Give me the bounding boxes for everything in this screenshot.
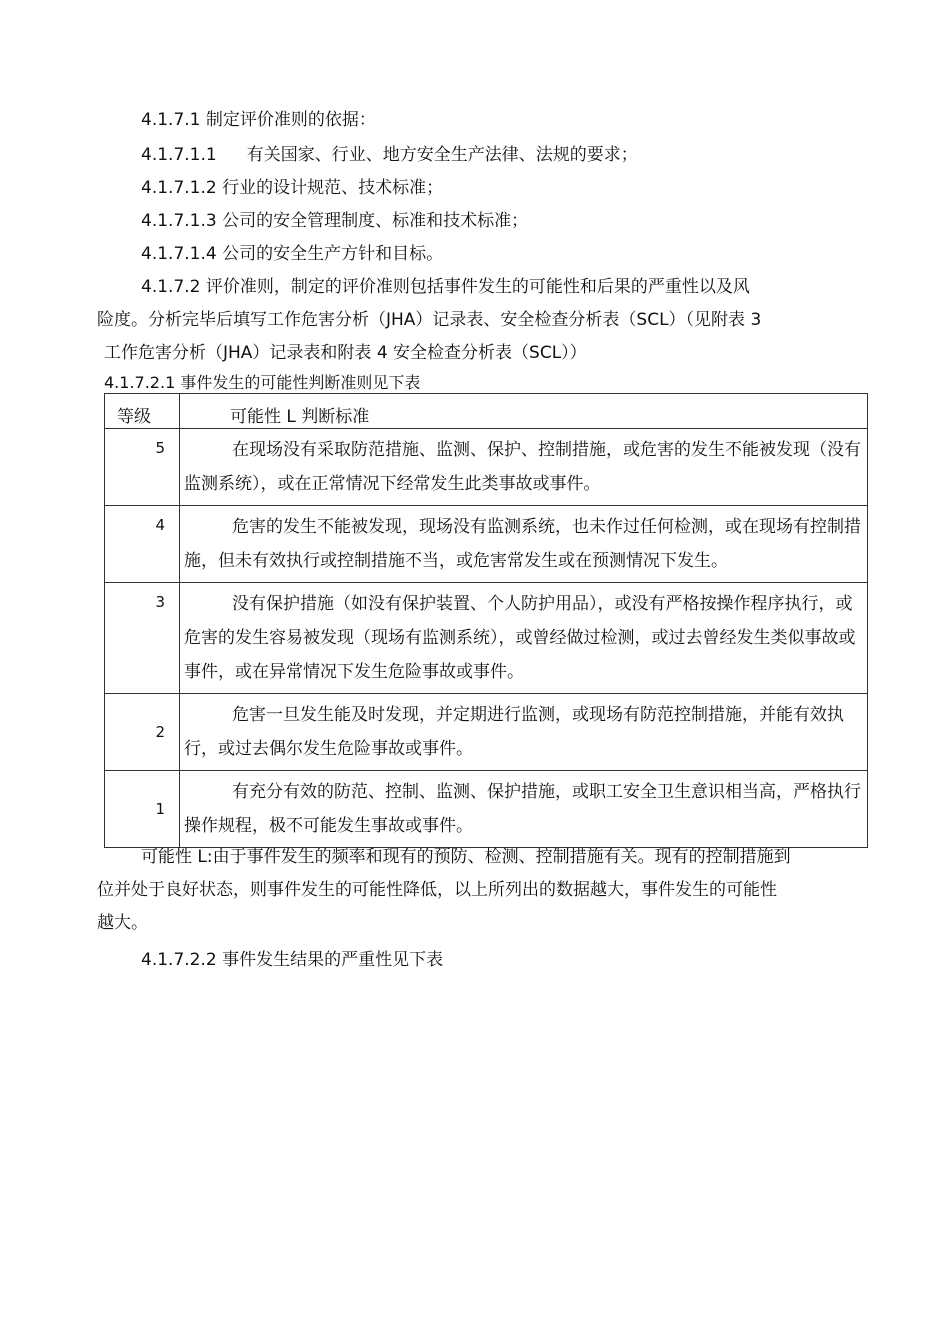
clause-4-1-7-1: 4.1.7.1 制定评价准则的依据：	[141, 110, 376, 130]
criteria-cell: 没有保护措施（如没有保护装置、个人防护用品），或没有严格按操作程序执行，或危害的发生容易被发现（现场有监测系统），或曾经做过检测，或过去曾经发生类似事故或事件，或在异常情况下发生危险事故或事件。	[180, 583, 868, 694]
table-row	[105, 506, 868, 583]
clause-4-1-7-2-line1: 4.1.7.2 评价准则，制定的评价准则包括事件发生的可能性和后果的严重性以及风	[141, 277, 750, 297]
grade-cell: 4	[105, 506, 180, 583]
table-row	[105, 694, 868, 771]
grade-cell: 3	[105, 583, 180, 694]
note-line2: 位并处于良好状态，则事件发生的可能性降低，以上所列出的数据越大，事件发生的可能性	[97, 880, 777, 900]
clause-4-1-7-1-4: 4.1.7.1.4 公司的安全生产方针和目标。	[141, 244, 444, 264]
clause-4-1-7-1-1	[141, 143, 638, 167]
note-line3: 越大。	[97, 913, 148, 933]
grade-cell: 1	[105, 771, 180, 848]
table-row	[105, 771, 868, 848]
table-header-row	[105, 394, 868, 429]
criteria-cell: 在现场没有采取防范措施、监测、保护、控制措施，或危害的发生不能被发现（没有监测系统），或在正常情况下经常发生此类事故或事件。	[180, 429, 868, 506]
header-criteria: 可能性 L 判断标准	[180, 394, 868, 429]
table-row	[105, 429, 868, 506]
header-grade: 等级	[105, 394, 180, 429]
grade-cell: 5	[105, 429, 180, 506]
criteria-cell: 危害一旦发生能及时发现，并定期进行监测，或现场有防范控制措施，并能有效执行，或过去偶尔发生危险事故或事件。	[180, 694, 868, 771]
clause-4-1-7-2-2: 4.1.7.2.2 事件发生结果的严重性见下表	[141, 950, 444, 970]
table-row	[105, 583, 868, 694]
table-caption: 4.1.7.2.1 事件发生的可能性判断准则见下表	[104, 373, 421, 392]
clause-number: 4.1.7.1.1	[141, 145, 217, 165]
likelihood-table	[104, 393, 868, 848]
note-line1: 可能性 L:由于事件发生的频率和现有的预防、检测、控制措施有关。现有的控制措施到	[141, 847, 791, 867]
grade-cell: 2	[105, 694, 180, 771]
criteria-cell: 有充分有效的防范、控制、监测、保护措施，或职工安全卫生意识相当高，严格执行操作规程，极不可能发生事故或事件。	[180, 771, 868, 848]
clause-4-1-7-1-3: 4.1.7.1.3 公司的安全管理制度、标准和技术标准；	[141, 211, 529, 231]
clause-4-1-7-1-2: 4.1.7.1.2 行业的设计规范、技术标准；	[141, 178, 444, 198]
clause-text: 有关国家、行业、地方安全生产法律、法规的要求；	[246, 145, 638, 165]
clause-4-1-7-2-line3: 工作危害分析（JHA）记录表和附表 4 安全检查分析表（SCL））	[104, 343, 587, 363]
criteria-cell: 危害的发生不能被发现，现场没有监测系统，也未作过任何检测，或在现场有控制措施，但未有效执行或控制措施不当，或危害常发生或在预测情况下发生。	[180, 506, 868, 583]
clause-4-1-7-2-line2: 险度。分析完毕后填写工作危害分析（JHA）记录表、安全检查分析表（SCL）（见附表 3	[97, 310, 762, 330]
